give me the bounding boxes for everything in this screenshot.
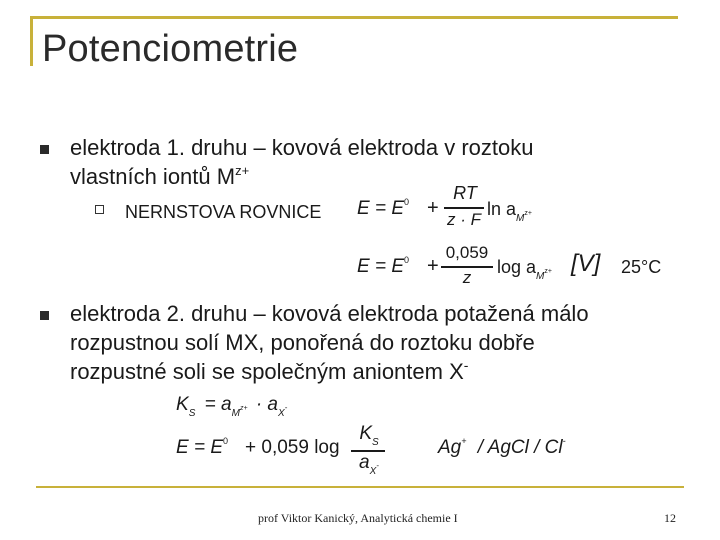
nernst2-log-text: log a [497,257,537,277]
nernst1-ln-text: ln a [487,199,517,219]
e-eq-numerator [351,423,387,448]
nernst2-numerator: 0,059 [445,243,489,262]
e-eq-den-sub: X [369,466,377,477]
e-eq-lhs-text: E = E [176,437,223,458]
ks-symbol: K [176,394,189,415]
ks-equation [176,394,288,419]
electrode-sup: + [461,436,467,446]
nernst1-numerator: RT [453,183,477,203]
nernst1-sup0: 0 [404,197,410,207]
bullet-marker-2 [40,311,49,320]
ks-eq-a: = a [204,394,232,415]
nernst1-plus: + [427,197,439,219]
bullet1-line2 [70,163,249,194]
e-eq-rest: + 0,059 log [245,437,340,458]
nernst2-log [497,257,552,282]
nernst2-unit: [V] [571,250,601,277]
bullet2-line1: elektroda 2. druhu – kovová elektroda potažená málo [70,301,589,326]
footer-divider [36,486,684,488]
bullet2-line3-text: rozpustné soli se společným aniontem X [70,359,464,384]
footer-author: prof Viktor Kanický, Analytická chemie I [258,511,458,525]
e-eq-sup0: 0 [223,436,229,446]
nernst2-temperature: 25°C [621,257,662,277]
e-eq-den-subsup: - [376,461,379,470]
bullet1-line1: elektroda 1. druhu – kovová elektroda v roztoku [70,135,534,160]
ks-a-sub: M [231,408,240,419]
electrode-sup2: - [562,436,566,446]
bullet2-sup: - [463,357,469,373]
ks-a-subsup: z+ [239,405,248,412]
sub-bullet-label: NERNSTOVA ROVNICE [125,202,322,222]
electrode-rest: / AgCl / Cl [477,437,563,458]
nernst1-denominator: z · F [447,210,481,229]
nernst2-sup0: 0 [404,255,410,265]
ks-x-subsup: - [284,403,288,412]
e-eq-num-sub: S [372,437,379,448]
frame-left-line [30,16,33,66]
nernst1-fraction-line [444,207,484,209]
page-number: 12 [664,511,676,525]
nernst2-plus: + [427,255,439,277]
electrode-notation [438,437,566,459]
e-eq-num-text: K [359,423,372,444]
bullet1-sup: z+ [235,163,250,178]
nernst1-lhs-text: E = E [357,198,404,219]
nernst2-sub: M [536,271,545,282]
e-eq-den-text: a [359,452,370,473]
e-eq-lhs [176,437,228,459]
slide-title: Potenciometrie [42,28,299,70]
nernst1-ln [487,199,532,224]
nernst1-sub: M [516,213,525,224]
e-eq-denominator [351,452,387,477]
frame-top-line [30,16,678,19]
electrode-ag: Ag [438,437,462,458]
nernst2-lhs [357,256,409,278]
nernst2-denominator: z [462,268,472,287]
bullet2-line2: rozpustnou solí MX, ponořená do roztoku dobře [70,330,535,355]
nernst1-lhs [357,198,409,220]
sub-bullet-marker [95,205,104,214]
bullet-marker-1 [40,145,49,154]
nernst1-subsup: z+ [524,210,532,217]
bullet1-line2-text: vlastních iontů M [70,164,236,189]
bullet2-line3 [70,358,468,388]
ks-sub: S [188,408,196,419]
nernst2-lhs-text: E = E [357,256,404,277]
ks-x-sub: X [278,408,285,419]
nernst2-subsup: z+ [544,268,552,275]
ks-dot-a: · a [255,394,278,415]
